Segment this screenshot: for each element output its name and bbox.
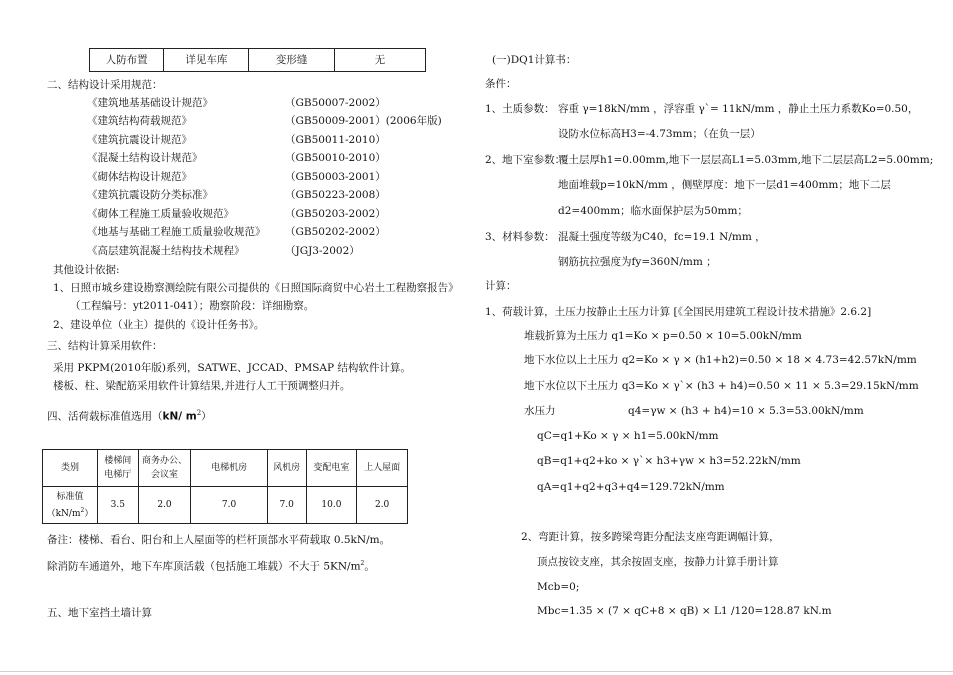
- code-number: （GB50003-2001）: [285, 171, 386, 183]
- note-line-2: [47, 557, 375, 574]
- software-line-2: 楼板、柱、梁配筋采用软件计算结果,并进行人工干预调整归并。: [53, 380, 351, 392]
- note-line-2-end: 。: [364, 560, 375, 573]
- calc-book-title: (一)DQ1计算书：: [492, 54, 577, 66]
- table-row: [43, 487, 408, 524]
- basis-item-2: 2、建设单位（业主）提供的《设计任务书》。: [53, 319, 265, 331]
- formula-mcb: Mcb=0;: [537, 581, 580, 593]
- row-label-close: ）: [84, 508, 94, 519]
- code-name: 《高层建筑混凝土结构技术规程》: [87, 245, 245, 257]
- unit-superscript: 2: [80, 506, 85, 514]
- formula-qb: qB=q1+q2+ko × γ`× h3+γw × h3=52.22kN/mm: [537, 455, 801, 467]
- code-number: （GB50011-2010）: [285, 134, 386, 146]
- code-number: （GB50009-2001）(2006年版): [285, 115, 442, 127]
- section-5-title: 五、地下室挡土墙计算: [47, 607, 152, 619]
- table-cell: 3.5: [97, 487, 138, 524]
- live-load-table: [42, 449, 408, 524]
- soil-params-line-2: 设防水位标高H3=-4.73mm；（在负一层）: [558, 128, 761, 140]
- basement-params-line-1: 覆土层厚h1=0.00mm,地下一层层高L1=5.03mm,地下二层层高L2=5.00mm;: [558, 154, 934, 166]
- basement-params-label: 2、地下室参数：: [485, 154, 566, 166]
- page-bottom-edge: [0, 671, 953, 672]
- software-line-1: 采用 PKPM(2010年版)系列，SATWE、JCCAD、PMSAP 结构软件计算。: [53, 362, 411, 374]
- formula-q1: 堆载折算为土压力 q1=Ko × p=0.50 × 10=5.00kN/mm: [524, 330, 802, 342]
- formula-q3: 地下水位以下土压力 q3=Ko × γ`× (h3 + h4)=0.50 × 11 × 5.3=29.15kN/mm: [524, 380, 919, 392]
- code-name: 《建筑地基基础设计规范》: [87, 97, 213, 109]
- table-cell: 无: [334, 49, 425, 72]
- table-header: 上人屋面: [357, 450, 408, 487]
- row-label-cell: [43, 487, 98, 524]
- code-name: 《建筑结构荷载规范》: [87, 115, 192, 127]
- calc-title: 计算：: [485, 280, 517, 292]
- basement-params-line-2: 地面堆载p=10kN/mm ，侧壁厚度：地下一层d1=400mm；地下二层: [558, 179, 891, 191]
- table-header: 商务办公、 会议室: [138, 450, 191, 487]
- table-header: 风机房: [267, 450, 306, 487]
- code-number: （GB50223-2008）: [285, 189, 386, 201]
- material-params-line-2: 钢筋抗拉强度为fy=360N/mm ；: [558, 256, 717, 268]
- code-name: 《地基与基础工程施工质量验收规范》: [87, 226, 266, 238]
- table-header: 电梯机房: [191, 450, 267, 487]
- code-number: （GB50203-2002）: [285, 208, 386, 220]
- note-line-1: 备注：楼梯、看台、阳台和上人屋面等的栏杆顶部水平荷载取 0.5kN/m。: [47, 534, 391, 546]
- code-number: （GB50010-2010）: [285, 152, 386, 164]
- table-cell: 7.0: [267, 487, 306, 524]
- code-name: 《建筑抗震设计规范》: [87, 134, 192, 146]
- table-cell: 2.0: [138, 487, 191, 524]
- table-cell: 人防布置: [90, 49, 164, 72]
- conditions-title: 条件：: [485, 78, 517, 90]
- unit-superscript: 2: [360, 560, 365, 567]
- table-cell: 变形缝: [249, 49, 334, 72]
- table-header: 变配电室: [306, 450, 357, 487]
- basement-params-line-3: d2=400mm；临水面保护层为50mm；: [558, 205, 748, 217]
- code-number: （GB50202-2002）: [285, 226, 386, 238]
- table-row: [90, 49, 426, 72]
- load-calc-heading: 1、荷载计算，土压力按静止土压力计算 [《全国民用建筑工程设计技术措施》2.6.2]: [485, 306, 872, 318]
- code-number: （JGJ3-2002）: [285, 245, 360, 257]
- table-cell: 详见车库: [164, 49, 249, 72]
- section-4-title: [47, 406, 212, 424]
- material-params-label: 3、材料参数：: [485, 231, 555, 243]
- table-cell: 10.0: [306, 487, 357, 524]
- soil-params-line-1: 容重 γ=18kN/mm ，浮容重 γ`= 11kN/mm ，静止土压力系数Ko=0.50，: [558, 103, 919, 115]
- soil-params-label: 1、土质参数：: [485, 103, 555, 115]
- basis-item-1: 1、日照市城乡建设勘察测绘院有限公司提供的《日照国际商贸中心岩土工程勘察报告》: [53, 282, 459, 294]
- moment-calc-note: 顶点按铰支座，其余按固支座，按静力计算手册计算: [537, 556, 779, 568]
- code-name: 《建筑抗震设防分类标准》: [87, 189, 213, 201]
- note-line-2-text: 除消防车通道外，地下车库顶活载（包括施工堆载）不大于 5KN/m: [47, 560, 361, 573]
- formula-mbc: Mbc=1.35 × (7 × qC+8 × qB) × L1 /120=128.87 kN.m: [537, 605, 832, 617]
- code-name: 《混凝土结构设计规范》: [87, 152, 203, 164]
- top-table: [89, 48, 426, 72]
- table-cell: 7.0: [191, 487, 267, 524]
- table-row: [43, 450, 408, 487]
- code-number: （GB50007-2002）: [285, 97, 386, 109]
- unit-superscript: 2: [196, 409, 202, 417]
- section-4-close: ）: [201, 410, 212, 423]
- row-label-unit: （kN/m: [46, 508, 81, 519]
- table-cell: 2.0: [357, 487, 408, 524]
- formula-q2: 地下水位以上土压力 q2=Ko × γ × (h1+h2)=0.50 × 18 × 4.73=42.57kN/mm: [524, 354, 917, 366]
- material-params-line-1: 混凝土强度等级为C40，fc=19.1 N/mm ，: [558, 231, 766, 243]
- section-2-title: 二、结构设计采用规范：: [47, 79, 163, 91]
- formula-q4: q4=γw × (h3 + h4)=10 × 5.3=53.00kN/mm: [628, 405, 864, 417]
- table-header: 楼梯间 电梯厅: [97, 450, 138, 487]
- moment-calc-heading: 2、弯距计算，按多跨梁弯距分配法支座弯距调幅计算，: [521, 531, 780, 543]
- section-3-title: 三、结构计算采用软件：: [47, 340, 163, 352]
- formula-qc: qC=q1+Ko × γ × h1=5.00kN/mm: [537, 430, 719, 442]
- basis-item-1-detail: （工程编号：yt2011-041）；勘察阶段：详细勘察。: [70, 300, 315, 312]
- code-name: 《砌体结构设计规范》: [87, 171, 192, 183]
- section-4-unit: kN/ m: [162, 410, 197, 423]
- code-name: 《砌体工程施工质量验收规范》: [87, 208, 234, 220]
- other-basis-title: 其他设计依据:: [53, 264, 120, 276]
- table-header: 类别: [43, 450, 98, 487]
- section-4-title-text: 四、活荷载标准值选用（: [47, 410, 163, 423]
- formula-q4-label: 水压力: [524, 405, 556, 417]
- row-label: 标准值: [56, 491, 84, 502]
- formula-qa: qA=q1+q2+q3+q4=129.72kN/mm: [537, 481, 725, 493]
